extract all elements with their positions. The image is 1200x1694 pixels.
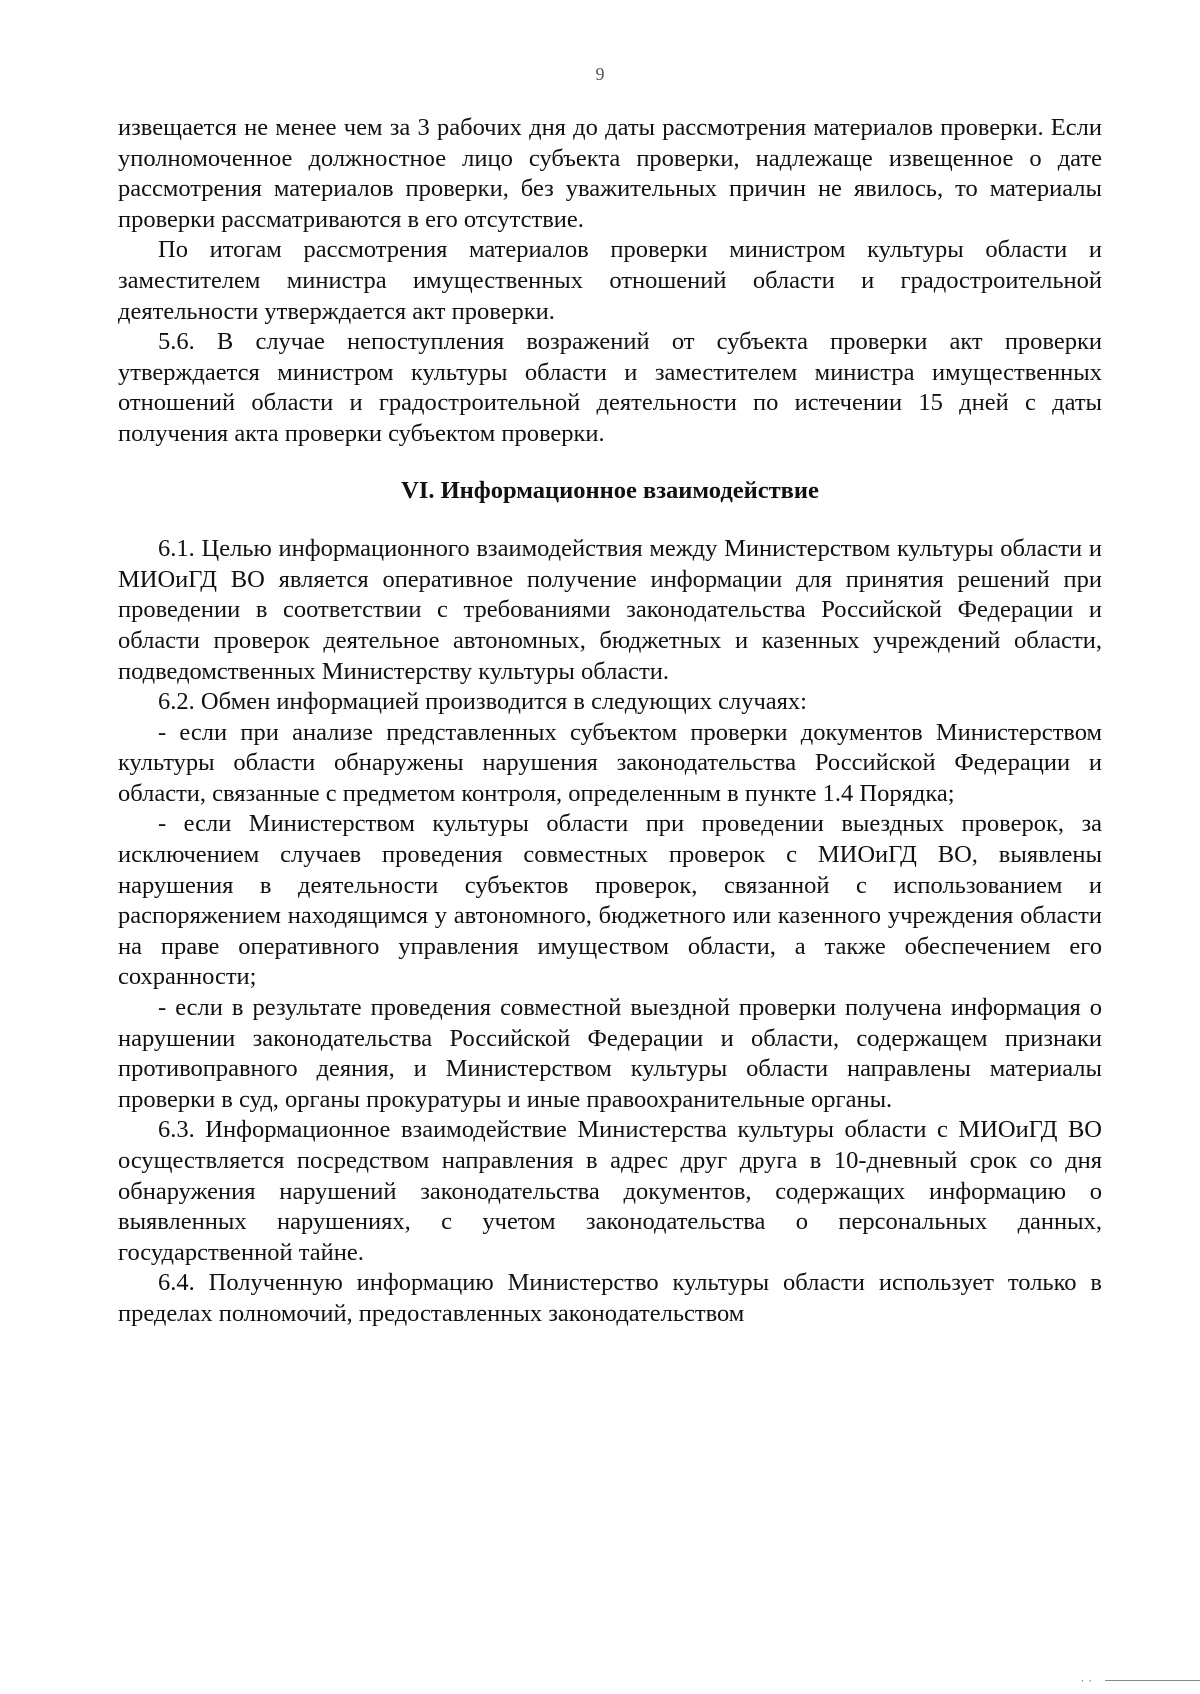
document-body (118, 113, 1102, 1330)
paragraph-5-6: 5.6. В случае непоступления возражений от субъекта проверки акт проверки утверждается министром культуры области и заместителем министра имущественных отношений области и градостроительной деятельности по истечении 15 дней с даты получения акта проверки субъектом проверки. (118, 328, 1102, 447)
paragraph-6-4: 6.4. Полученную информацию Министерство культуры области использует только в пределах полномочий, предоставленных законодательством (118, 1269, 1102, 1327)
scan-artifact-line (1105, 1680, 1200, 1682)
paragraph-6-3: 6.3. Информационное взаимодействие Министерства культуры области с МИОиГД ВО осуществляется посредством направления в адрес друг друга в 10-дневный срок со дня обнаружения нарушений законодательства документов, содержащих информацию о выявленных нарушениях, с учетом законодательства о персональных данных, государственной тайне. (118, 1116, 1102, 1266)
list-item-6-2-a: - если при анализе представленных субъектом проверки документов Министерством культуры области обнаружены нарушения законодательства Российской Федерации и области, связанные с предметом контроля, определенным в пункте 1.4 Порядка; (118, 718, 1102, 807)
page-number: 9 (595, 64, 605, 84)
list-item-6-2-b: - если Министерством культуры области при проведении выездных проверок, за исключением случаев проведения совместных проверок с МИОиГД ВО, выявлены нарушения в деятельности субъектов проверок, связанной с использованием и распоряжением находящимся у автономного, бюджетного или казенного учреждения области на праве оперативного управления имуществом области, а также обеспечением его сохранности; (118, 810, 1102, 991)
scan-artifact-dots: · · (1080, 1674, 1092, 1688)
paragraph-6-1: 6.1. Целью информационного взаимодействия между Министерством культуры области и МИОиГД ВО является оперативное получение информации для принятия решений при проведении в соответствии с требованиями законодательства Российской Федерации и области проверок деятельное автономных, бюджетных и казенных учреждений области, подведомственных Министерству культуры области. (118, 535, 1102, 685)
paragraph-6-2: 6.2. Обмен информацией производится в следующих случаях: (158, 688, 807, 716)
list-item-6-2-c: - если в результате проведения совместной выездной проверки получена информация о нарушении законодательства Российской Федерации и области, содержащем признаки противоправного деяния, и Министерством культуры области направлены материалы проверки в суд, органы прокуратуры и иные правоохранительные органы. (118, 994, 1102, 1113)
paragraph-review-results: По итогам рассмотрения материалов проверки министром культуры области и заместителем министра имущественных отношений области и градостроительной деятельности утверждается акт проверки. (118, 236, 1102, 325)
section-heading: VI. Информационное взаимодействие (401, 476, 819, 504)
paragraph-continuation: извещается не менее чем за 3 рабочих дня до даты рассмотрения материалов проверки. Если уполномоченное должностное лицо субъекта проверки, надлежаще извещенное о дате рассмотрения материалов проверки, без уважительных причин не явилось, то материалы проверки рассматриваются в его отсутствие. (118, 114, 1102, 233)
